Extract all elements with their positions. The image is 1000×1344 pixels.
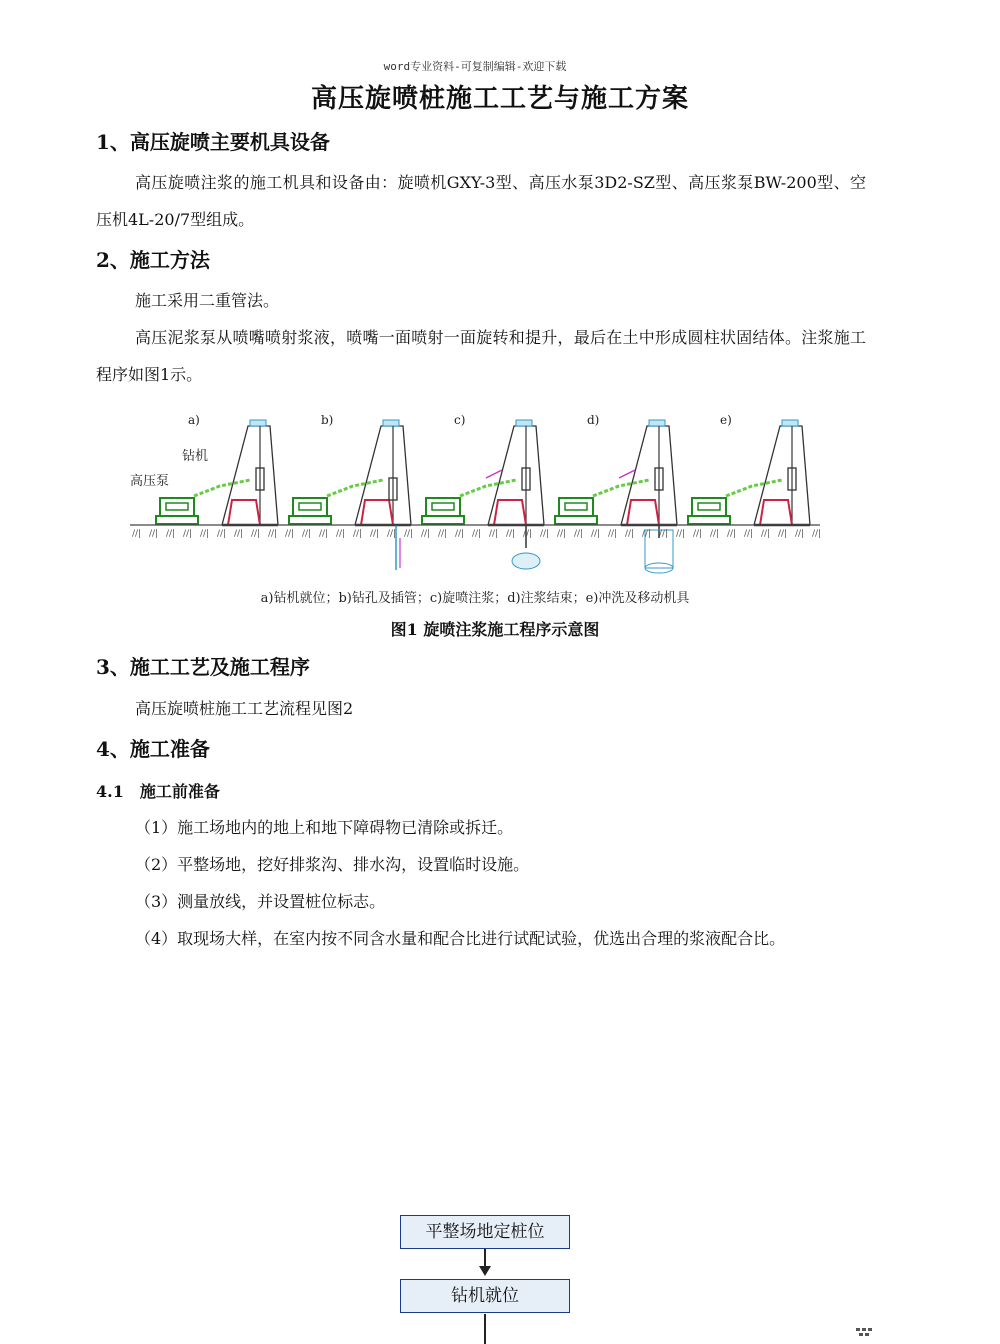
- ground-hatch: //|: [608, 529, 618, 539]
- section-1-heading: 1、高压旋喷主要机具设备: [96, 130, 330, 154]
- ground-hatch: //|: [778, 529, 788, 539]
- ground-hatch: //|: [659, 529, 669, 539]
- page-corner-mark: [856, 1328, 872, 1336]
- ground-hatch: //|: [710, 529, 720, 539]
- ground-hatch: //|: [489, 529, 499, 539]
- rig-top: [649, 420, 665, 426]
- ground-hatch: //|: [183, 529, 193, 539]
- panel-a: [156, 413, 278, 525]
- section-4-heading: 4、施工准备: [96, 737, 210, 761]
- flow-arrow-icon: [479, 1266, 491, 1276]
- panel-label: b): [321, 413, 334, 427]
- pump-body: [160, 498, 194, 516]
- ground-hatch: //|: [404, 529, 414, 539]
- ground-hatch: //|: [812, 529, 822, 539]
- section-3-heading: 3、施工工艺及施工程序: [96, 655, 310, 679]
- hose-line: [194, 480, 250, 496]
- panel-b: [289, 413, 414, 570]
- ground-hatch: //|: [353, 529, 363, 539]
- ground-hatch: //|: [251, 529, 261, 539]
- section-3-paragraph: 高压旋喷桩施工工艺流程见图2: [135, 699, 354, 718]
- ground-hatch: //|: [727, 529, 737, 539]
- ground-hatch: //|: [132, 529, 142, 539]
- rig-top: [782, 420, 798, 426]
- grout-column: [512, 553, 540, 569]
- ground-hatch: //|: [336, 529, 346, 539]
- ground-hatch: //|: [506, 529, 516, 539]
- prep-item-1: （1）施工场地内的地上和地下障碍物已清除或拆迁。: [135, 818, 514, 837]
- ground-hatch: //|: [761, 529, 771, 539]
- section-4-1-heading: 4.1 施工前准备: [96, 782, 220, 801]
- rig-top: [250, 420, 266, 426]
- pump-base: [555, 516, 597, 524]
- pump-body: [559, 498, 593, 516]
- lift-arrow-icon: [619, 470, 635, 478]
- ground-hatch: //|: [370, 529, 380, 539]
- rig-base: [627, 500, 659, 525]
- pump-base: [156, 516, 198, 524]
- pump-base: [688, 516, 730, 524]
- ground-hatch: //|: [217, 529, 227, 539]
- pump-panel: [166, 503, 188, 510]
- prep-item-4: （4）取现场大样，在室内按不同含水量和配合比进行试配试验，优选出合理的浆液配合比。: [135, 929, 786, 948]
- panel-label: a): [188, 413, 200, 427]
- pump-base: [422, 516, 464, 524]
- ground-hatch: //|: [302, 529, 312, 539]
- ground-hatch: //|: [523, 529, 533, 539]
- figure-1-subcaption: a)钻机就位；b)钻孔及插管；c)旋喷注浆；d)注浆结束；e)冲洗及移动机具: [260, 591, 690, 606]
- pump-panel: [432, 503, 454, 510]
- ground-hatch: //|: [472, 529, 482, 539]
- lift-arrow-icon: [486, 470, 502, 478]
- rig-top: [383, 420, 399, 426]
- ground-hatch: //|: [387, 529, 397, 539]
- panel-label: c): [454, 413, 466, 427]
- figure-1-caption: 图1 旋喷注浆施工程序示意图: [390, 620, 600, 639]
- pump-body: [692, 498, 726, 516]
- pump-base: [289, 516, 331, 524]
- section-2-heading: 2、施工方法: [96, 248, 210, 272]
- panel-d: [555, 413, 677, 573]
- ground-hatch: //|: [540, 529, 550, 539]
- rig-base: [228, 500, 260, 525]
- ground-hatch: //|: [557, 529, 567, 539]
- flow-connector-2: [484, 1314, 486, 1344]
- ground-hatch: //|: [625, 529, 635, 539]
- hose-line: [726, 480, 782, 496]
- section-2-paragraph-1: 施工采用二重管法。: [135, 291, 280, 310]
- watermark-header: word专业资料-可复制编辑-欢迎下载: [383, 60, 567, 73]
- ground-hatch: //|: [421, 529, 431, 539]
- section-1-paragraph: 高压旋喷注浆的施工机具和设备由：旋喷机GXY-3型、高压水泵3D2-SZ型、高压浆泵BW-200型、空压机4L-20/7型组成。: [96, 173, 866, 229]
- ground-hatch: //|: [149, 529, 159, 539]
- ground-hatch: //|: [693, 529, 703, 539]
- construction-procedure-figure: [130, 408, 820, 580]
- drill-label: 钻机: [182, 449, 209, 464]
- document-title: 高压旋喷桩施工工艺与施工方案: [310, 84, 689, 114]
- flow-step-1: 平整场地定桩位: [400, 1215, 570, 1249]
- ground-hatch: //|: [676, 529, 686, 539]
- ground-hatch: //|: [285, 529, 295, 539]
- rig-base: [361, 500, 393, 525]
- pump-panel: [698, 503, 720, 510]
- rig-top: [516, 420, 532, 426]
- pump-body: [426, 498, 460, 516]
- ground-hatch: //|: [166, 529, 176, 539]
- ground-hatch: //|: [234, 529, 244, 539]
- ground-hatch: //|: [591, 529, 601, 539]
- hose-line: [460, 480, 516, 496]
- rig-base: [494, 500, 526, 525]
- ground-hatch: //|: [455, 529, 465, 539]
- ground-hatch: //|: [200, 529, 210, 539]
- ground-hatch: //|: [319, 529, 329, 539]
- ground-hatch: //|: [795, 529, 805, 539]
- pump-panel: [565, 503, 587, 510]
- flow-step-2: 钻机就位: [400, 1279, 570, 1313]
- section-2-paragraph-2: 高压泥浆泵从喷嘴喷射浆液，喷嘴一面喷射一面旋转和提升，最后在土中形成圆柱状固结体。注浆施工程序如图1示。: [96, 328, 866, 384]
- ground-hatch: //|: [438, 529, 448, 539]
- ground-hatch: //|: [744, 529, 754, 539]
- ground-hatch: //|: [642, 529, 652, 539]
- rig-base: [760, 500, 792, 525]
- pump-label: 高压泵: [130, 474, 170, 489]
- hose-line: [593, 480, 649, 496]
- prep-item-2: （2）平整场地，挖好排浆沟、排水沟，设置临时设施。: [135, 855, 530, 874]
- pump-body: [293, 498, 327, 516]
- pump-panel: [299, 503, 321, 510]
- panel-c: [422, 413, 544, 569]
- prep-item-3: （3）测量放线，并设置桩位标志。: [135, 892, 386, 911]
- ground-hatch: //|: [574, 529, 584, 539]
- panel-label: d): [587, 413, 600, 427]
- panel-label: e): [720, 413, 732, 427]
- panel-e: [688, 413, 810, 525]
- ground-hatch: //|: [268, 529, 278, 539]
- hose-line: [327, 480, 383, 496]
